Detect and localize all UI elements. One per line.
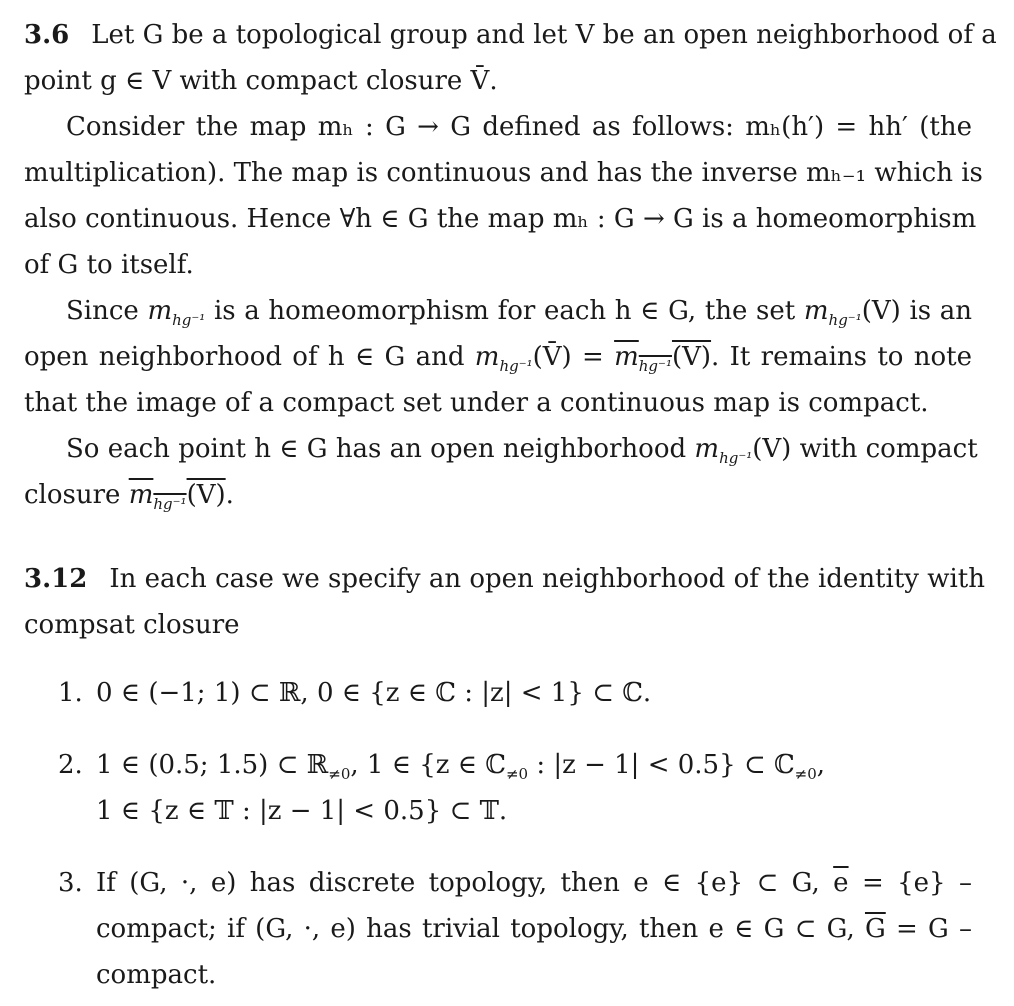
text-line: point g ∈ V with compact closure V̄.	[24, 66, 498, 96]
text-line: 1 ∈ (0.5; 1.5) ⊂ ℝ$_{\ne 0}$, 1 ∈ {z ∈ ℂ$_{\ne 0}$ : |z − 1| < 0.5} ⊂ ℂ$_{\ne 0}$,	[96, 750, 826, 784]
text-line: of G to itself.	[24, 250, 194, 280]
list-item	[24, 742, 972, 834]
item-label: 2.	[58, 750, 83, 780]
section-number: 3.6	[24, 20, 70, 50]
text-line: that the image of a compact set under a continuous map is compact.	[24, 388, 929, 418]
paragraph-line	[24, 196, 977, 242]
item-label: 3.	[58, 868, 83, 898]
text-line: multiplication). The map is continuous and has the inverse mₕ₋₁ which is	[24, 158, 983, 188]
paragraph-line	[24, 150, 983, 196]
paragraph-line	[24, 334, 972, 380]
text-line: In each case we specify an open neighborhood of the identity with	[109, 564, 985, 594]
item-line	[24, 860, 972, 906]
paragraph-line	[24, 556, 985, 602]
text-line: open neighborhood of h ∈ G and $m_{hg^{-1}}(V̄) = m_{hg^{-1}}(V)$. It remains to note	[24, 342, 972, 376]
list-item	[24, 670, 972, 716]
paragraph-line	[24, 380, 972, 426]
document-page	[24, 12, 997, 998]
paragraph-line	[24, 58, 972, 104]
item-line	[24, 742, 972, 788]
text-line: also continuous. Hence ∀h ∈ G the map mₕ : G → G is a homeomorphism	[24, 204, 977, 234]
item-line	[24, 788, 972, 834]
paragraph-line	[24, 104, 972, 150]
text-line: closure $m_{hg^{-1}}(V)$.	[24, 480, 234, 514]
text-line: If (G, ·, e) has discrete topology, then e ∈ {e} ⊂ G, $\overline{e} = \{e\}$ –	[96, 868, 972, 898]
paragraph-line	[24, 472, 972, 518]
enumerated-list	[24, 670, 972, 998]
text-line: compact; if (G, ·, e) has trivial topology, then e ∈ G ⊂ G, $\overline{G} = G$ –	[96, 914, 972, 944]
item-line	[24, 952, 972, 998]
section-3-6	[24, 12, 997, 518]
list-item	[24, 860, 972, 998]
text-line: Since $m_{hg^{-1}}$ is a homeomorphism for each h ∈ G, the set $m_{hg^{-1}}(V)$ is an	[66, 296, 972, 330]
text-line: compact.	[96, 960, 217, 990]
paragraph-line	[24, 12, 997, 58]
text-line: Let G be a topological group and let V be an open neighborhood of a	[91, 20, 997, 50]
text-line: 0 ∈ (−1; 1) ⊂ ℝ, 0 ∈ {z ∈ ℂ : |z| < 1} ⊂ ℂ.	[96, 678, 652, 708]
text-line: compsat closure	[24, 610, 240, 640]
item-line	[24, 670, 972, 716]
item-label: 1.	[58, 678, 83, 708]
paragraph-line	[24, 602, 972, 648]
section-number: 3.12	[24, 564, 88, 594]
paragraph-line	[24, 288, 972, 334]
text-line: So each point h ∈ G has an open neighborhood $m_{hg^{-1}}(V)$ with compact	[66, 434, 978, 468]
paragraph-line	[24, 242, 972, 288]
section-3-12	[24, 556, 985, 998]
text-line: Consider the map mₕ : G → G defined as follows: mₕ(h′) = hh′ (the	[66, 112, 972, 142]
text-line: 1 ∈ {z ∈ 𝕋 : |z − 1| < 0.5} ⊂ 𝕋.	[96, 796, 508, 826]
paragraph-line	[24, 426, 978, 472]
item-line	[24, 906, 972, 952]
